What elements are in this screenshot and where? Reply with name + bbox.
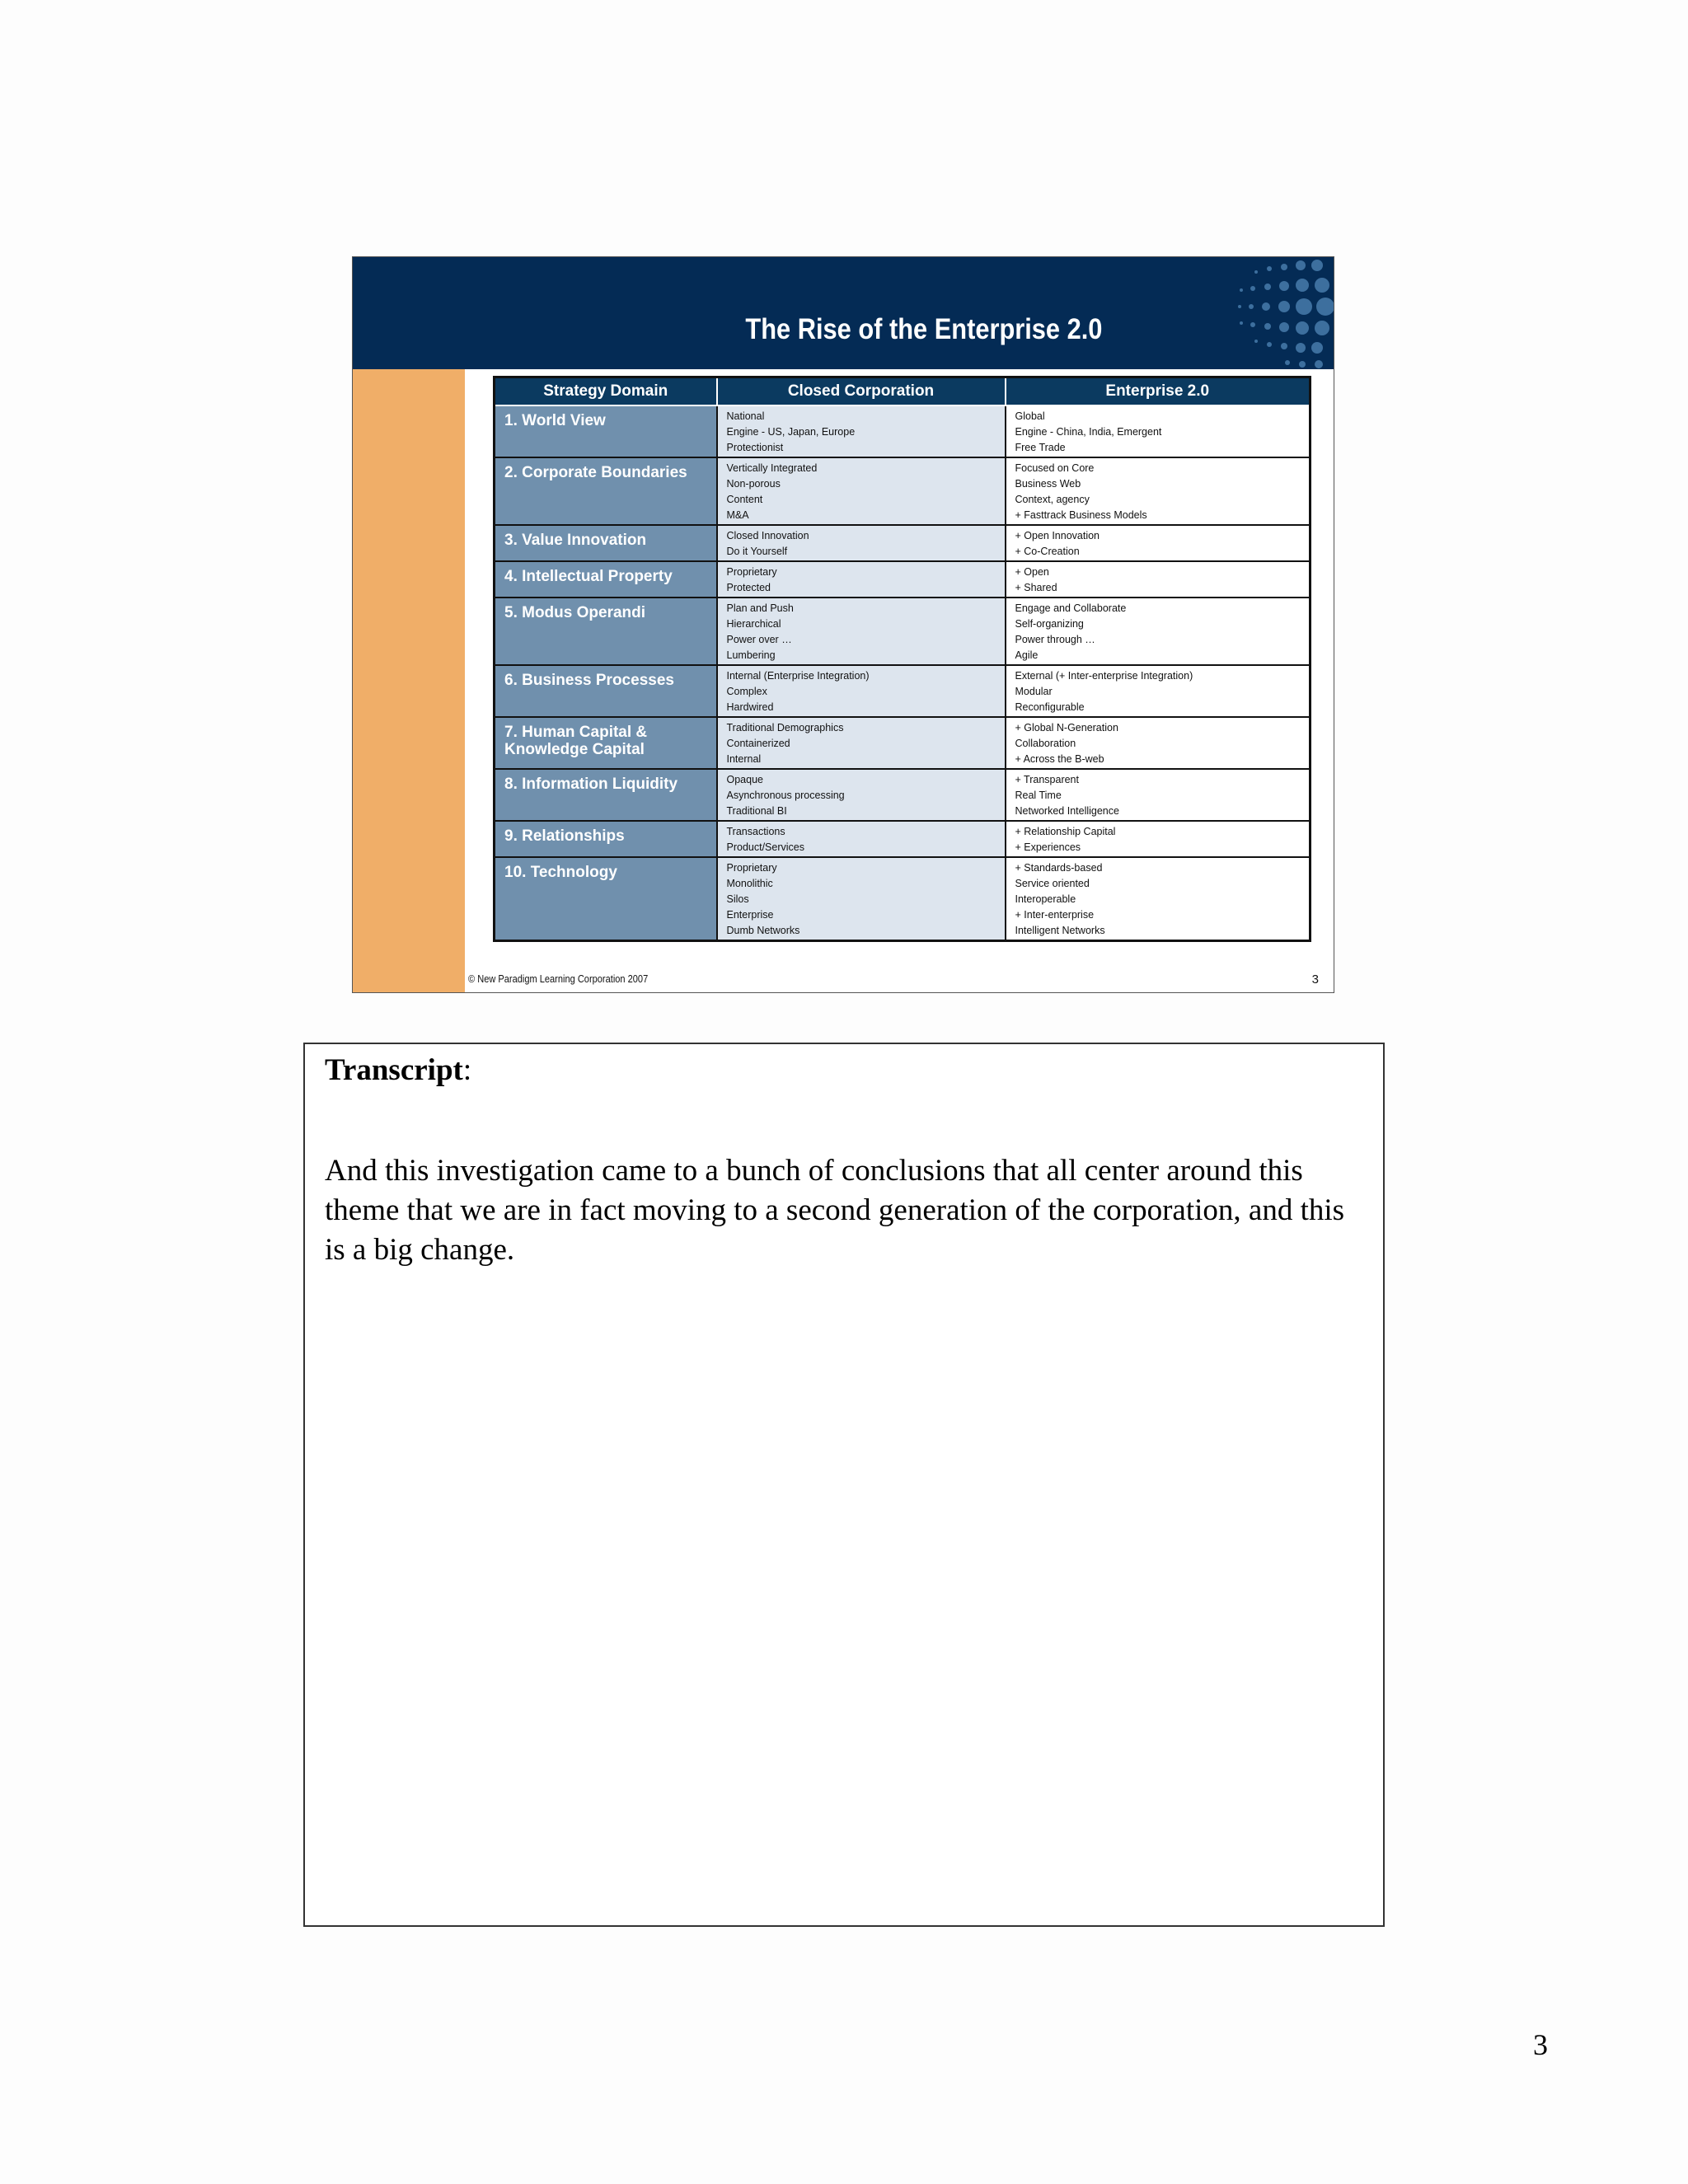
comparison-table xyxy=(493,376,1311,942)
cell-entry: Hierarchical xyxy=(726,618,781,630)
cell-entry: Power through … xyxy=(1015,634,1095,645)
cell-entry: Reconfigurable xyxy=(1015,701,1085,713)
enterprise-cell xyxy=(1006,857,1311,941)
strategy-domain-cell: 1. World View xyxy=(495,405,717,457)
table-row xyxy=(495,561,1311,598)
slide-header xyxy=(353,257,1334,369)
closed-corporation-cell xyxy=(717,769,1006,821)
enterprise-cell xyxy=(1006,561,1311,598)
table-row xyxy=(495,405,1311,457)
cell-entry: Collaboration xyxy=(1015,738,1076,749)
cell-entry: Internal xyxy=(726,753,762,765)
table-row xyxy=(495,769,1311,821)
cell-entry: Lumbering xyxy=(726,649,776,661)
cell-entry: M&A xyxy=(726,509,749,521)
dot-pattern-icon xyxy=(1210,257,1334,369)
cell-entry: + Transparent xyxy=(1015,774,1079,785)
cell-entry: Business Web xyxy=(1015,478,1081,490)
cell-entry: Closed Innovation xyxy=(726,530,809,541)
cell-entry: + Co-Creation xyxy=(1015,546,1080,557)
cell-entry: + Fasttrack Business Models xyxy=(1015,509,1147,521)
cell-entry: Non-porous xyxy=(726,478,781,490)
cell-entry: External (+ Inter-enterprise Integration) xyxy=(1015,670,1193,682)
table-row xyxy=(495,598,1311,665)
table-header-row xyxy=(495,377,1311,406)
slide-number: 3 xyxy=(1311,972,1319,987)
cell-entry: Protectionist xyxy=(726,442,784,453)
strategy-domain-cell: 9. Relationships xyxy=(495,821,717,857)
transcript-body: And this investigation came to a bunch of conclusions that all center around this theme that we are in fact moving to a second generation of the corporation, and this is a big change. xyxy=(325,1154,1345,1267)
cell-entry: Engine - US, Japan, Europe xyxy=(726,426,856,438)
cell-entry: Context, agency xyxy=(1015,494,1090,505)
cell-entry: Networked Intelligence xyxy=(1015,805,1119,817)
cell-entry: + Inter-enterprise xyxy=(1015,909,1095,921)
cell-entry: Power over … xyxy=(726,634,792,645)
cell-entry: + Open xyxy=(1015,566,1049,578)
cell-entry: + Shared xyxy=(1015,582,1057,593)
closed-corporation-cell xyxy=(717,405,1006,457)
cell-entry: Asynchronous processing xyxy=(726,790,845,801)
table-row xyxy=(495,717,1311,769)
cell-entry: + Standards-based xyxy=(1015,862,1103,874)
cell-entry: Product/Services xyxy=(726,841,804,853)
cell-entry: Monolithic xyxy=(726,878,773,889)
cell-entry: Engage and Collaborate xyxy=(1015,602,1127,614)
column-header: Enterprise 2.0 xyxy=(1006,377,1311,406)
column-header: Strategy Domain xyxy=(495,377,717,406)
strategy-domain-cell: 10. Technology xyxy=(495,857,717,941)
column-header: Closed Corporation xyxy=(717,377,1006,406)
enterprise-cell xyxy=(1006,821,1311,857)
slide-title: The Rise of the Enterprise 2.0 xyxy=(745,313,1103,345)
transcript-label: Transcript xyxy=(325,1053,463,1087)
accent-bar xyxy=(353,369,465,993)
strategy-domain-cell: 2. Corporate Boundaries xyxy=(495,457,717,525)
table-row xyxy=(495,457,1311,525)
enterprise-cell xyxy=(1006,525,1311,561)
cell-entry: Intelligent Networks xyxy=(1015,925,1105,936)
cell-entry: Focused on Core xyxy=(1015,462,1095,474)
table-row xyxy=(495,857,1311,941)
closed-corporation-cell xyxy=(717,457,1006,525)
cell-entry: National xyxy=(726,410,765,422)
transcript-colon: : xyxy=(462,1053,472,1087)
strategy-domain-cell: 6. Business Processes xyxy=(495,665,717,717)
table-row xyxy=(495,665,1311,717)
cell-entry: Opaque xyxy=(726,774,763,785)
enterprise-cell xyxy=(1006,717,1311,769)
page-number: 3 xyxy=(1533,2028,1548,2061)
enterprise-cell xyxy=(1006,769,1311,821)
cell-entry: Silos xyxy=(726,893,749,905)
strategy-domain-cell: 7. Human Capital & Knowledge Capital xyxy=(495,717,717,769)
cell-entry: Service oriented xyxy=(1015,878,1090,889)
table-row xyxy=(495,525,1311,561)
cell-entry: + Relationship Capital xyxy=(1015,826,1116,837)
cell-entry: Agile xyxy=(1015,649,1039,661)
cell-entry: Traditional BI xyxy=(726,805,787,817)
enterprise-cell xyxy=(1006,405,1311,457)
closed-corporation-cell xyxy=(717,821,1006,857)
closed-corporation-cell xyxy=(717,598,1006,665)
cell-entry: + Global N-Generation xyxy=(1015,722,1118,733)
cell-entry: Complex xyxy=(726,686,767,697)
cell-entry: Containerized xyxy=(726,738,790,749)
cell-entry: Traditional Demographics xyxy=(726,722,844,733)
cell-entry: Internal (Enterprise Integration) xyxy=(726,670,870,682)
closed-corporation-cell xyxy=(717,857,1006,941)
cell-entry: Dumb Networks xyxy=(726,925,800,936)
cell-entry: Content xyxy=(726,494,763,505)
cell-entry: + Across the B-web xyxy=(1015,753,1104,765)
slide xyxy=(352,256,1334,993)
cell-entry: Transactions xyxy=(726,826,785,837)
cell-entry: Real Time xyxy=(1015,790,1062,801)
cell-entry: Engine - China, India, Emergent xyxy=(1015,426,1162,438)
strategy-domain-cell: 3. Value Innovation xyxy=(495,525,717,561)
closed-corporation-cell xyxy=(717,525,1006,561)
transcript-heading xyxy=(325,1052,471,1088)
cell-entry: Enterprise xyxy=(726,909,774,921)
table-body xyxy=(495,405,1311,941)
cell-entry: Do it Yourself xyxy=(726,546,788,557)
cell-entry: Plan and Push xyxy=(726,602,794,614)
closed-corporation-cell xyxy=(717,665,1006,717)
cell-entry: Interoperable xyxy=(1015,893,1076,905)
enterprise-cell xyxy=(1006,598,1311,665)
cell-entry: + Experiences xyxy=(1015,841,1081,853)
cell-entry: Proprietary xyxy=(726,566,777,578)
cell-entry: Proprietary xyxy=(726,862,777,874)
cell-entry: Global xyxy=(1015,410,1045,422)
copyright-text: © New Paradigm Learning Corporation 2007 xyxy=(468,972,649,985)
cell-entry: Free Trade xyxy=(1015,442,1066,453)
cell-entry: + Open Innovation xyxy=(1015,530,1100,541)
enterprise-cell xyxy=(1006,457,1311,525)
strategy-domain-cell: 4. Intellectual Property xyxy=(495,561,717,598)
strategy-domain-cell: 5. Modus Operandi xyxy=(495,598,717,665)
transcript-box xyxy=(303,1043,1385,1927)
closed-corporation-cell xyxy=(717,717,1006,769)
cell-entry: Modular xyxy=(1015,686,1053,697)
cell-entry: Vertically Integrated xyxy=(726,462,818,474)
strategy-domain-cell: 8. Information Liquidity xyxy=(495,769,717,821)
table-row xyxy=(495,821,1311,857)
enterprise-cell xyxy=(1006,665,1311,717)
cell-entry: Protected xyxy=(726,582,771,593)
closed-corporation-cell xyxy=(717,561,1006,598)
cell-entry: Hardwired xyxy=(726,701,774,713)
cell-entry: Self-organizing xyxy=(1015,618,1084,630)
